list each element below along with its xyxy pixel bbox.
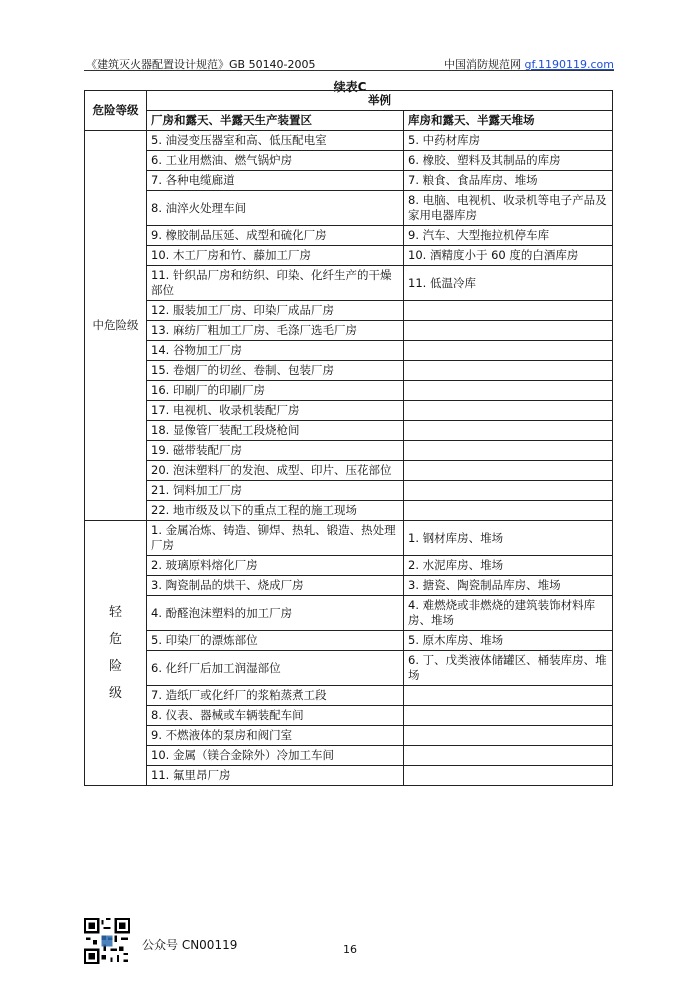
col-header-factory: 厂房和露天、半露天生产装置区 <box>147 111 404 131</box>
table-row <box>85 266 613 301</box>
table-row <box>85 556 613 576</box>
col-header-storage: 库房和露天、半露天堆场 <box>404 111 613 131</box>
table-row <box>85 461 613 481</box>
storage-example <box>404 481 613 501</box>
hazard-table <box>84 90 613 786</box>
storage-example: 4. 难燃烧或非燃烧的建筑装饰材料库房、堆场 <box>404 596 613 631</box>
table-row <box>85 521 613 556</box>
factory-example: 11. 氟里昂厂房 <box>147 766 404 786</box>
col-header-examples: 举例 <box>147 91 613 111</box>
factory-example: 13. 麻纺厂粗加工厂房、毛涤厂选毛厂房 <box>147 321 404 341</box>
table-row <box>85 576 613 596</box>
factory-example: 9. 不燃液体的泵房和阀门室 <box>147 726 404 746</box>
table-caption: 续表C <box>333 80 367 94</box>
table-row <box>85 501 613 521</box>
factory-example: 22. 地市级及以下的重点工程的施工现场 <box>147 501 404 521</box>
factory-example: 6. 工业用燃油、燃气锅炉房 <box>147 151 404 171</box>
storage-example <box>404 321 613 341</box>
table-row <box>85 596 613 631</box>
storage-example: 5. 原木库房、堆场 <box>404 631 613 651</box>
table-row <box>85 746 613 766</box>
factory-example: 1. 金属冶炼、铸造、铆焊、热轧、锻造、热处理厂房 <box>147 521 404 556</box>
storage-example <box>404 341 613 361</box>
storage-example <box>404 401 613 421</box>
factory-example: 10. 金属（镁合金除外）冷加工车间 <box>147 746 404 766</box>
storage-example: 7. 粮食、食品库房、堆场 <box>404 171 613 191</box>
hazard-level-cell: 轻 危 险 级 <box>85 521 147 786</box>
table-row <box>85 171 613 191</box>
storage-example <box>404 501 613 521</box>
factory-example: 6. 化纤厂后加工润湿部位 <box>147 651 404 686</box>
factory-example: 12. 服装加工厂房、印染厂成品厂房 <box>147 301 404 321</box>
storage-example <box>404 381 613 401</box>
storage-example <box>404 726 613 746</box>
table-row <box>85 361 613 381</box>
storage-example <box>404 301 613 321</box>
factory-example: 8. 油淬火处理车间 <box>147 191 404 226</box>
header-doc-title: 《建筑灭火器配置设计规范》GB 50140-2005 <box>86 58 316 71</box>
storage-example: 6. 橡胶、塑料及其制品的库房 <box>404 151 613 171</box>
factory-example: 14. 谷物加工厂房 <box>147 341 404 361</box>
storage-example <box>404 421 613 441</box>
storage-example: 8. 电脑、电视机、收录机等电子产品及家用电器库房 <box>404 191 613 226</box>
page-number: 16 <box>343 943 357 956</box>
factory-example: 18. 显像管厂装配工段烧枪间 <box>147 421 404 441</box>
table-row <box>85 401 613 421</box>
table-row <box>85 301 613 321</box>
table-row <box>85 766 613 786</box>
storage-example <box>404 441 613 461</box>
table-row <box>85 706 613 726</box>
factory-example: 7. 造纸厂或化纤厂的浆粕蒸煮工段 <box>147 686 404 706</box>
factory-example: 5. 印染厂的漂炼部位 <box>147 631 404 651</box>
storage-example <box>404 766 613 786</box>
table-row <box>85 441 613 461</box>
storage-example: 5. 中药材库房 <box>404 131 613 151</box>
header-site-name: 中国消防规范网 <box>443 58 521 71</box>
table-row <box>85 341 613 361</box>
factory-example: 2. 玻璃原料熔化厂房 <box>147 556 404 576</box>
table-row <box>85 726 613 746</box>
wechat-account: 公众号 CN00119 <box>142 938 238 952</box>
table-row <box>85 651 613 686</box>
storage-example: 11. 低温冷库 <box>404 266 613 301</box>
factory-example: 10. 木工厂房和竹、藤加工厂房 <box>147 246 404 266</box>
factory-example: 11. 针织品厂房和纺织、印染、化纤生产的干燥部位 <box>147 266 404 301</box>
factory-example: 19. 磁带装配厂房 <box>147 441 404 461</box>
storage-example: 10. 酒精度小于 60 度的白酒库房 <box>404 246 613 266</box>
table-row <box>85 481 613 501</box>
storage-example: 9. 汽车、大型拖拉机停车库 <box>404 226 613 246</box>
table-row <box>85 131 613 151</box>
factory-example: 3. 陶瓷制品的烘干、烧成厂房 <box>147 576 404 596</box>
storage-example: 3. 搪瓷、陶瓷制品库房、堆场 <box>404 576 613 596</box>
factory-example: 15. 卷烟厂的切丝、卷制、包装厂房 <box>147 361 404 381</box>
col-header-level: 危险等级 <box>85 91 147 131</box>
factory-example: 20. 泡沫塑料厂的发泡、成型、印片、压花部位 <box>147 461 404 481</box>
factory-example: 7. 各种电缆廊道 <box>147 171 404 191</box>
storage-example: 1. 钢材库房、堆场 <box>404 521 613 556</box>
header-site-link[interactable]: gf.1190119.com <box>524 58 614 71</box>
factory-example: 9. 橡胶制品压延、成型和硫化厂房 <box>147 226 404 246</box>
factory-example: 17. 电视机、收录机装配厂房 <box>147 401 404 421</box>
storage-example <box>404 706 613 726</box>
factory-example: 5. 油浸变压器室和高、低压配电室 <box>147 131 404 151</box>
table-row <box>85 631 613 651</box>
storage-example <box>404 461 613 481</box>
table-row <box>85 246 613 266</box>
factory-example: 8. 仪表、器械或车辆装配车间 <box>147 706 404 726</box>
qr-code <box>84 918 130 964</box>
header-divider <box>84 70 614 71</box>
table-row <box>85 226 613 246</box>
table-row <box>85 381 613 401</box>
factory-example: 4. 酚醛泡沫塑料的加工厂房 <box>147 596 404 631</box>
table-row <box>85 191 613 226</box>
table-row <box>85 151 613 171</box>
table-row <box>85 686 613 706</box>
storage-example: 6. 丁、戊类液体储罐区、桶装库房、堆场 <box>404 651 613 686</box>
storage-example <box>404 746 613 766</box>
storage-example <box>404 686 613 706</box>
factory-example: 21. 饲料加工厂房 <box>147 481 404 501</box>
table-row <box>85 321 613 341</box>
table-row <box>85 421 613 441</box>
hazard-level-cell: 中危险级 <box>85 131 147 521</box>
storage-example <box>404 361 613 381</box>
factory-example: 16. 印刷厂的印刷厂房 <box>147 381 404 401</box>
storage-example: 2. 水泥库房、堆场 <box>404 556 613 576</box>
